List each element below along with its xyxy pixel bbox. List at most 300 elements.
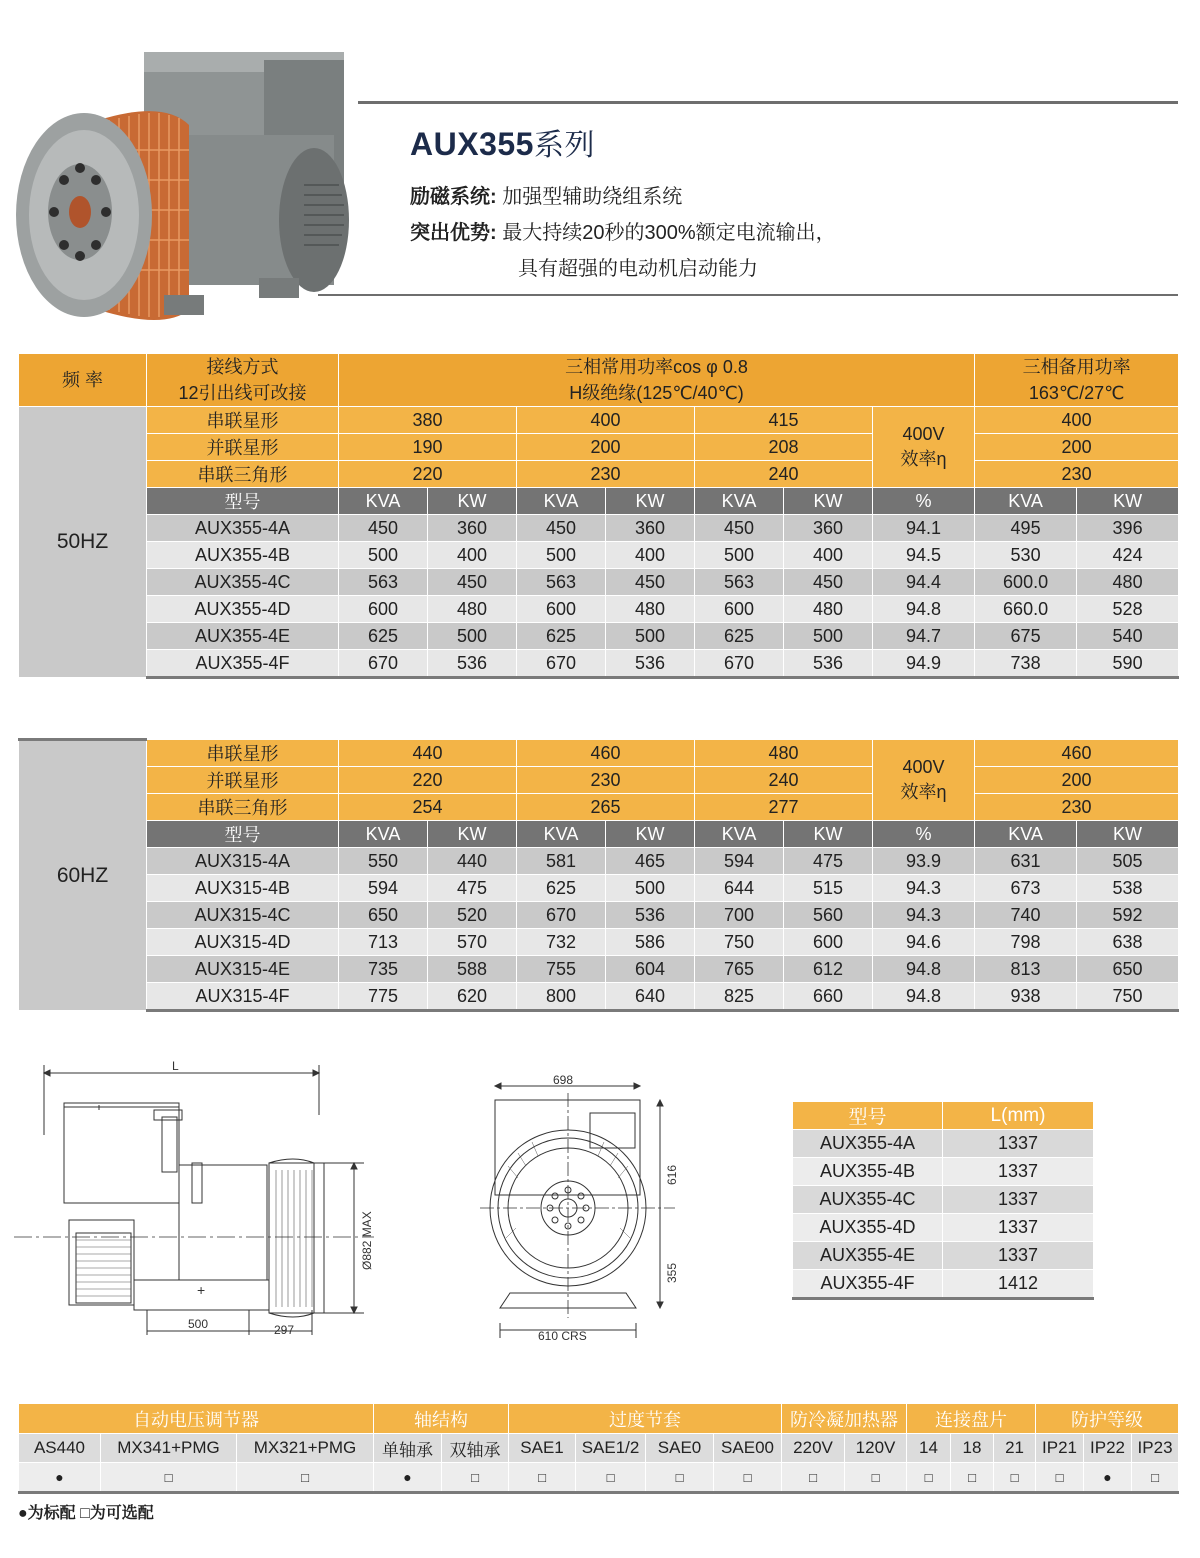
table-cell: 500 <box>695 542 784 569</box>
table-cell: MX321+PMG <box>237 1434 374 1463</box>
table-cell: 500 <box>784 623 873 650</box>
table-cell: 1337 <box>943 1214 1094 1242</box>
table-cell: 360 <box>784 515 873 542</box>
table-cell: 765 <box>695 956 784 983</box>
table-cell: 220 <box>339 767 517 794</box>
advantage-label: 突出优势: <box>410 222 497 244</box>
voltage-efficiency-label <box>873 740 975 821</box>
table-cell: AUX315-4B <box>147 875 339 902</box>
table-row <box>19 875 1179 902</box>
table-cell: AUX315-4F <box>147 983 339 1011</box>
table-cell: 400 <box>975 407 1179 434</box>
front-dim-h1: 616 <box>665 1164 679 1185</box>
table-cell: AUX355-4B <box>147 542 339 569</box>
table-cell: 93.9 <box>873 848 975 875</box>
table-cell: 230 <box>517 461 695 488</box>
header-standby-power <box>975 354 1179 407</box>
table-cell: 480 <box>428 596 517 623</box>
table-row <box>19 983 1179 1011</box>
table-cell: 94.3 <box>873 875 975 902</box>
table-cell: 190 <box>339 434 517 461</box>
table-cell: 440 <box>339 740 517 767</box>
table-cell: 400 <box>428 542 517 569</box>
table-cell: 14 <box>907 1434 951 1463</box>
table-cell: ● <box>374 1463 442 1493</box>
table-cell: IP23 <box>1132 1434 1179 1463</box>
table-cell: 465 <box>606 848 695 875</box>
table-cell: 220 <box>339 461 517 488</box>
table-cell: 625 <box>695 623 784 650</box>
table-cell: 480 <box>784 596 873 623</box>
table-cell: SAE1/2 <box>576 1434 646 1463</box>
table-cell: 94.9 <box>873 650 975 678</box>
series-title <box>410 120 595 164</box>
table-cell: 670 <box>517 650 606 678</box>
excitation-line <box>410 180 682 209</box>
table-cell: 并联星形 <box>147 434 339 461</box>
table-cell: KW <box>606 821 695 848</box>
table-cell: KW <box>428 821 517 848</box>
group-heater: 防冷凝加热器 <box>782 1404 907 1434</box>
table-cell: □ <box>907 1463 951 1493</box>
table-cell: AUX355-4A <box>147 515 339 542</box>
table-cell: 效率η <box>900 781 947 802</box>
table-cell: 675 <box>975 623 1077 650</box>
table-cell: 625 <box>517 623 606 650</box>
table-cell: □ <box>782 1463 845 1493</box>
table-cell: 12引出线可改接 <box>178 383 307 403</box>
column-header-row <box>19 821 1179 848</box>
table-row <box>19 596 1179 623</box>
table-cell: 1337 <box>943 1130 1094 1158</box>
table-cell: 450 <box>517 515 606 542</box>
table-cell: AUX355-4D <box>147 596 339 623</box>
front-dim-h2: 355 <box>665 1262 679 1283</box>
table-cell: 670 <box>517 902 606 929</box>
side-dim-297: 297 <box>274 1323 295 1337</box>
table-cell: □ <box>1036 1463 1084 1493</box>
table-cell: 798 <box>975 929 1077 956</box>
group-bearing: 轴结构 <box>374 1404 509 1434</box>
table-cell: 732 <box>517 929 606 956</box>
table-cell: % <box>873 821 975 848</box>
table-cell: 640 <box>606 983 695 1011</box>
table-cell: □ <box>237 1463 374 1493</box>
table-row <box>793 1242 1094 1270</box>
table-cell: 1337 <box>943 1186 1094 1214</box>
table-cell: 450 <box>784 569 873 596</box>
table-cell: 500 <box>428 623 517 650</box>
table-cell: 800 <box>517 983 606 1011</box>
table-row <box>19 623 1179 650</box>
table-cell: 625 <box>339 623 428 650</box>
advantage-line-2 <box>518 252 758 281</box>
voltage-efficiency-label <box>873 407 975 488</box>
freq-50hz: 50HZ <box>19 407 147 678</box>
table-cell: SAE0 <box>646 1434 714 1463</box>
table-cell: 265 <box>517 794 695 821</box>
table-cell: % <box>873 488 975 515</box>
table-cell: 500 <box>606 623 695 650</box>
table-cell: AUX355-4F <box>147 650 339 678</box>
table-cell: 581 <box>517 848 606 875</box>
table-cell: AUX355-4C <box>147 569 339 596</box>
generator-product-image <box>14 40 354 330</box>
group-adaptor: 过度节套 <box>509 1404 782 1434</box>
table-cell: AUX315-4C <box>147 902 339 929</box>
table-row <box>19 515 1179 542</box>
table-cell: 94.4 <box>873 569 975 596</box>
table-cell: 600 <box>339 596 428 623</box>
table-cell: KW <box>428 488 517 515</box>
series-title-en: AUX355 <box>410 126 534 162</box>
table-cell: 594 <box>695 848 784 875</box>
header-prime-power <box>339 354 975 407</box>
table-cell: 644 <box>695 875 784 902</box>
table-row <box>793 1270 1094 1299</box>
front-view-drawing <box>480 1068 690 1348</box>
table-cell: KVA <box>517 488 606 515</box>
table-cell: 528 <box>1077 596 1179 623</box>
table-cell: 520 <box>428 902 517 929</box>
table-cell: 775 <box>339 983 428 1011</box>
connection-row <box>19 794 1179 821</box>
table-cell: 效率η <box>900 448 947 469</box>
table-cell: 230 <box>975 794 1179 821</box>
table-cell: 592 <box>1077 902 1179 929</box>
freq-60hz: 60HZ <box>19 740 147 1011</box>
table-cell: 双轴承 <box>442 1434 509 1463</box>
table-cell: AUX355-4D <box>793 1214 943 1242</box>
connection-row <box>19 407 1179 434</box>
table-cell: KW <box>1077 821 1179 848</box>
table-cell: AUX355-4A <box>793 1130 943 1158</box>
table-cell: KVA <box>975 488 1077 515</box>
table-cell: 208 <box>695 434 873 461</box>
table-cell: KVA <box>695 488 784 515</box>
length-table-header <box>793 1102 1094 1130</box>
options-item-row <box>19 1434 1179 1463</box>
options-mark-row <box>19 1463 1179 1493</box>
table-cell: AUX355-4C <box>793 1186 943 1214</box>
table-cell: KW <box>784 821 873 848</box>
table-cell: 570 <box>428 929 517 956</box>
front-dim-width: 698 <box>553 1073 574 1087</box>
series-title-cn: 系列 <box>533 129 595 162</box>
table-cell: 400V <box>902 423 945 444</box>
table-cell: 670 <box>339 650 428 678</box>
header-freq: 频 率 <box>19 354 147 407</box>
table-cell: 604 <box>606 956 695 983</box>
table-cell: 94.5 <box>873 542 975 569</box>
table-row <box>19 929 1179 956</box>
table-cell: 480 <box>606 596 695 623</box>
connection-row <box>19 767 1179 794</box>
table-cell: 505 <box>1077 848 1179 875</box>
group-protection: 防护等级 <box>1036 1404 1179 1434</box>
table-cell: 串联星形 <box>147 740 339 767</box>
table-cell: 400 <box>606 542 695 569</box>
table-cell: 94.8 <box>873 956 975 983</box>
table-cell: 600 <box>784 929 873 956</box>
table-cell: □ <box>994 1463 1036 1493</box>
table-cell: 94.6 <box>873 929 975 956</box>
side-dim-500: 500 <box>188 1317 209 1331</box>
table-cell: 750 <box>1077 983 1179 1011</box>
table-cell: KVA <box>517 821 606 848</box>
side-dim-L: L <box>172 1059 179 1073</box>
table-cell: 400 <box>517 407 695 434</box>
table-cell: 21 <box>994 1434 1036 1463</box>
table-cell: AS440 <box>19 1434 101 1463</box>
table-cell: 277 <box>695 794 873 821</box>
table-row <box>19 542 1179 569</box>
table-cell: 538 <box>1077 875 1179 902</box>
connection-row <box>19 434 1179 461</box>
table-cell: 673 <box>975 875 1077 902</box>
table-cell: 1337 <box>943 1242 1094 1270</box>
table-cell: ● <box>1084 1463 1132 1493</box>
table-cell: 型号 <box>793 1102 943 1130</box>
table-row <box>793 1158 1094 1186</box>
table-cell: 536 <box>606 650 695 678</box>
table-row <box>19 956 1179 983</box>
length-table <box>792 1101 1094 1300</box>
table-cell: ● <box>19 1463 101 1493</box>
table-cell: 638 <box>1077 929 1179 956</box>
table-cell: 515 <box>784 875 873 902</box>
table-cell: 660 <box>784 983 873 1011</box>
table-cell: 590 <box>1077 650 1179 678</box>
table-header-row <box>19 354 1179 407</box>
options-table <box>18 1403 1179 1494</box>
table-cell: 254 <box>339 794 517 821</box>
table-cell: MX341+PMG <box>101 1434 237 1463</box>
plus-mark: + <box>197 1282 206 1298</box>
table-cell: 738 <box>975 650 1077 678</box>
table-row <box>19 902 1179 929</box>
table-cell: 750 <box>695 929 784 956</box>
table-cell: 接线方式 <box>206 357 279 377</box>
table-row <box>793 1214 1094 1242</box>
table-cell: KVA <box>695 821 784 848</box>
table-cell: □ <box>101 1463 237 1493</box>
table-cell: 450 <box>606 569 695 596</box>
table-cell: 612 <box>784 956 873 983</box>
table-row <box>19 569 1179 596</box>
table-cell: 480 <box>1077 569 1179 596</box>
header-bottom-rule <box>318 294 1178 296</box>
table-cell: 600 <box>695 596 784 623</box>
table-cell: 586 <box>606 929 695 956</box>
table-cell: 755 <box>517 956 606 983</box>
table-cell: 536 <box>784 650 873 678</box>
table-cell: 三相备用功率 <box>1022 357 1131 377</box>
table-cell: 450 <box>339 515 428 542</box>
table-cell: 400V <box>902 756 945 777</box>
table-cell: 540 <box>1077 623 1179 650</box>
table-cell: 713 <box>339 929 428 956</box>
table-cell: 400 <box>784 542 873 569</box>
table-cell: AUX355-4B <box>793 1158 943 1186</box>
table-cell: 440 <box>428 848 517 875</box>
table-cell: 163℃/27℃ <box>1028 383 1125 403</box>
table-row <box>19 848 1179 875</box>
table-cell: 480 <box>695 740 873 767</box>
table-cell: 450 <box>695 515 784 542</box>
side-view-drawing <box>14 1055 394 1350</box>
table-cell: 550 <box>339 848 428 875</box>
advantage-line <box>410 216 836 245</box>
table-cell: □ <box>509 1463 576 1493</box>
table-cell: 串联星形 <box>147 407 339 434</box>
table-cell: 530 <box>975 542 1077 569</box>
table-cell: 740 <box>975 902 1077 929</box>
table-cell: AUX315-4E <box>147 956 339 983</box>
table-cell: 735 <box>339 956 428 983</box>
table-cell: □ <box>646 1463 714 1493</box>
table-cell: IP21 <box>1036 1434 1084 1463</box>
table-cell: 424 <box>1077 542 1179 569</box>
table-cell: 396 <box>1077 515 1179 542</box>
table-cell: 700 <box>695 902 784 929</box>
table-cell: 938 <box>975 983 1077 1011</box>
table-cell: 94.1 <box>873 515 975 542</box>
table-cell: KW <box>1077 488 1179 515</box>
table-cell: 560 <box>784 902 873 929</box>
table-cell: 18 <box>951 1434 994 1463</box>
table-cell: 588 <box>428 956 517 983</box>
table-cell: L(mm) <box>943 1102 1094 1130</box>
table-cell: 460 <box>975 740 1179 767</box>
spec-table-60hz <box>18 738 1179 1012</box>
table-cell: 600.0 <box>975 569 1077 596</box>
table-cell: 475 <box>784 848 873 875</box>
table-cell: AUX315-4A <box>147 848 339 875</box>
table-cell: 660.0 <box>975 596 1077 623</box>
spec-table-50hz <box>18 353 1179 679</box>
table-cell: 500 <box>339 542 428 569</box>
table-row <box>19 650 1179 678</box>
table-cell: 200 <box>517 434 695 461</box>
table-cell: KVA <box>975 821 1077 848</box>
group-coupling: 连接盘片 <box>907 1404 1036 1434</box>
table-cell: KW <box>784 488 873 515</box>
table-cell: 120V <box>845 1434 907 1463</box>
front-dim-crs: 610 CRS <box>538 1329 587 1343</box>
table-cell: 650 <box>1077 956 1179 983</box>
excitation-value: 加强型辅助绕组系统 <box>502 186 683 208</box>
options-group-row <box>19 1404 1179 1434</box>
advantage-value-2: 具有超强的电动机启动能力 <box>518 258 758 280</box>
table-cell: □ <box>1132 1463 1179 1493</box>
table-cell: 563 <box>339 569 428 596</box>
side-dim-diameter: Ø882 MAX <box>360 1211 374 1270</box>
table-cell: 536 <box>428 650 517 678</box>
table-cell: 200 <box>975 767 1179 794</box>
table-cell: 475 <box>428 875 517 902</box>
table-cell: H级绝缘(125℃/40℃) <box>569 383 744 403</box>
table-cell: 594 <box>339 875 428 902</box>
table-cell: 型号 <box>147 488 339 515</box>
table-cell: KW <box>606 488 695 515</box>
table-cell: □ <box>951 1463 994 1493</box>
table-cell: AUX355-4E <box>147 623 339 650</box>
table-cell: 并联星形 <box>147 767 339 794</box>
advantage-value-1: 最大持续20秒的300%额定电流输出， <box>502 222 836 244</box>
legend-note: ●为标配 □为可选配 <box>18 1505 154 1522</box>
group-avr: 自动电压调节器 <box>19 1404 374 1434</box>
table-cell: 360 <box>606 515 695 542</box>
table-cell: 1412 <box>943 1270 1094 1299</box>
table-cell: □ <box>845 1463 907 1493</box>
table-cell: 串联三角形 <box>147 461 339 488</box>
excitation-label: 励磁系统: <box>410 186 497 208</box>
table-cell: 94.3 <box>873 902 975 929</box>
table-cell: KVA <box>339 821 428 848</box>
table-cell: □ <box>714 1463 782 1493</box>
table-cell: 620 <box>428 983 517 1011</box>
table-cell: 94.8 <box>873 983 975 1011</box>
table-cell: SAE1 <box>509 1434 576 1463</box>
table-cell: 94.8 <box>873 596 975 623</box>
table-cell: 1337 <box>943 1158 1094 1186</box>
table-cell: KVA <box>339 488 428 515</box>
table-cell: 串联三角形 <box>147 794 339 821</box>
table-cell: 240 <box>695 461 873 488</box>
table-cell: 单轴承 <box>374 1434 442 1463</box>
table-cell: 380 <box>339 407 517 434</box>
table-cell: 500 <box>606 875 695 902</box>
table-cell: 240 <box>695 767 873 794</box>
header-wiring <box>147 354 339 407</box>
table-cell: 230 <box>975 461 1179 488</box>
header-top-rule <box>358 101 1178 104</box>
table-cell: 670 <box>695 650 784 678</box>
table-cell: 500 <box>517 542 606 569</box>
table-cell: 825 <box>695 983 784 1011</box>
table-cell: 563 <box>517 569 606 596</box>
table-cell: 563 <box>695 569 784 596</box>
table-cell: 型号 <box>147 821 339 848</box>
table-cell: SAE00 <box>714 1434 782 1463</box>
connection-row <box>19 461 1179 488</box>
table-cell: 94.7 <box>873 623 975 650</box>
table-cell: 813 <box>975 956 1077 983</box>
table-cell: AUX355-4F <box>793 1270 943 1299</box>
table-cell: 450 <box>428 569 517 596</box>
table-cell: □ <box>442 1463 509 1493</box>
table-cell: 230 <box>517 767 695 794</box>
table-cell: 220V <box>782 1434 845 1463</box>
table-cell: 460 <box>517 740 695 767</box>
table-cell: 360 <box>428 515 517 542</box>
table-cell: 631 <box>975 848 1077 875</box>
table-cell: AUX355-4E <box>793 1242 943 1270</box>
table-cell: 625 <box>517 875 606 902</box>
column-header-row <box>19 488 1179 515</box>
connection-row <box>19 740 1179 767</box>
table-cell: 200 <box>975 434 1179 461</box>
table-cell: 536 <box>606 902 695 929</box>
table-cell: IP22 <box>1084 1434 1132 1463</box>
table-cell: 600 <box>517 596 606 623</box>
table-cell: □ <box>576 1463 646 1493</box>
table-row <box>793 1186 1094 1214</box>
table-cell: 650 <box>339 902 428 929</box>
table-cell: 三相常用功率cos φ 0.8 <box>565 357 748 377</box>
table-cell: 415 <box>695 407 873 434</box>
